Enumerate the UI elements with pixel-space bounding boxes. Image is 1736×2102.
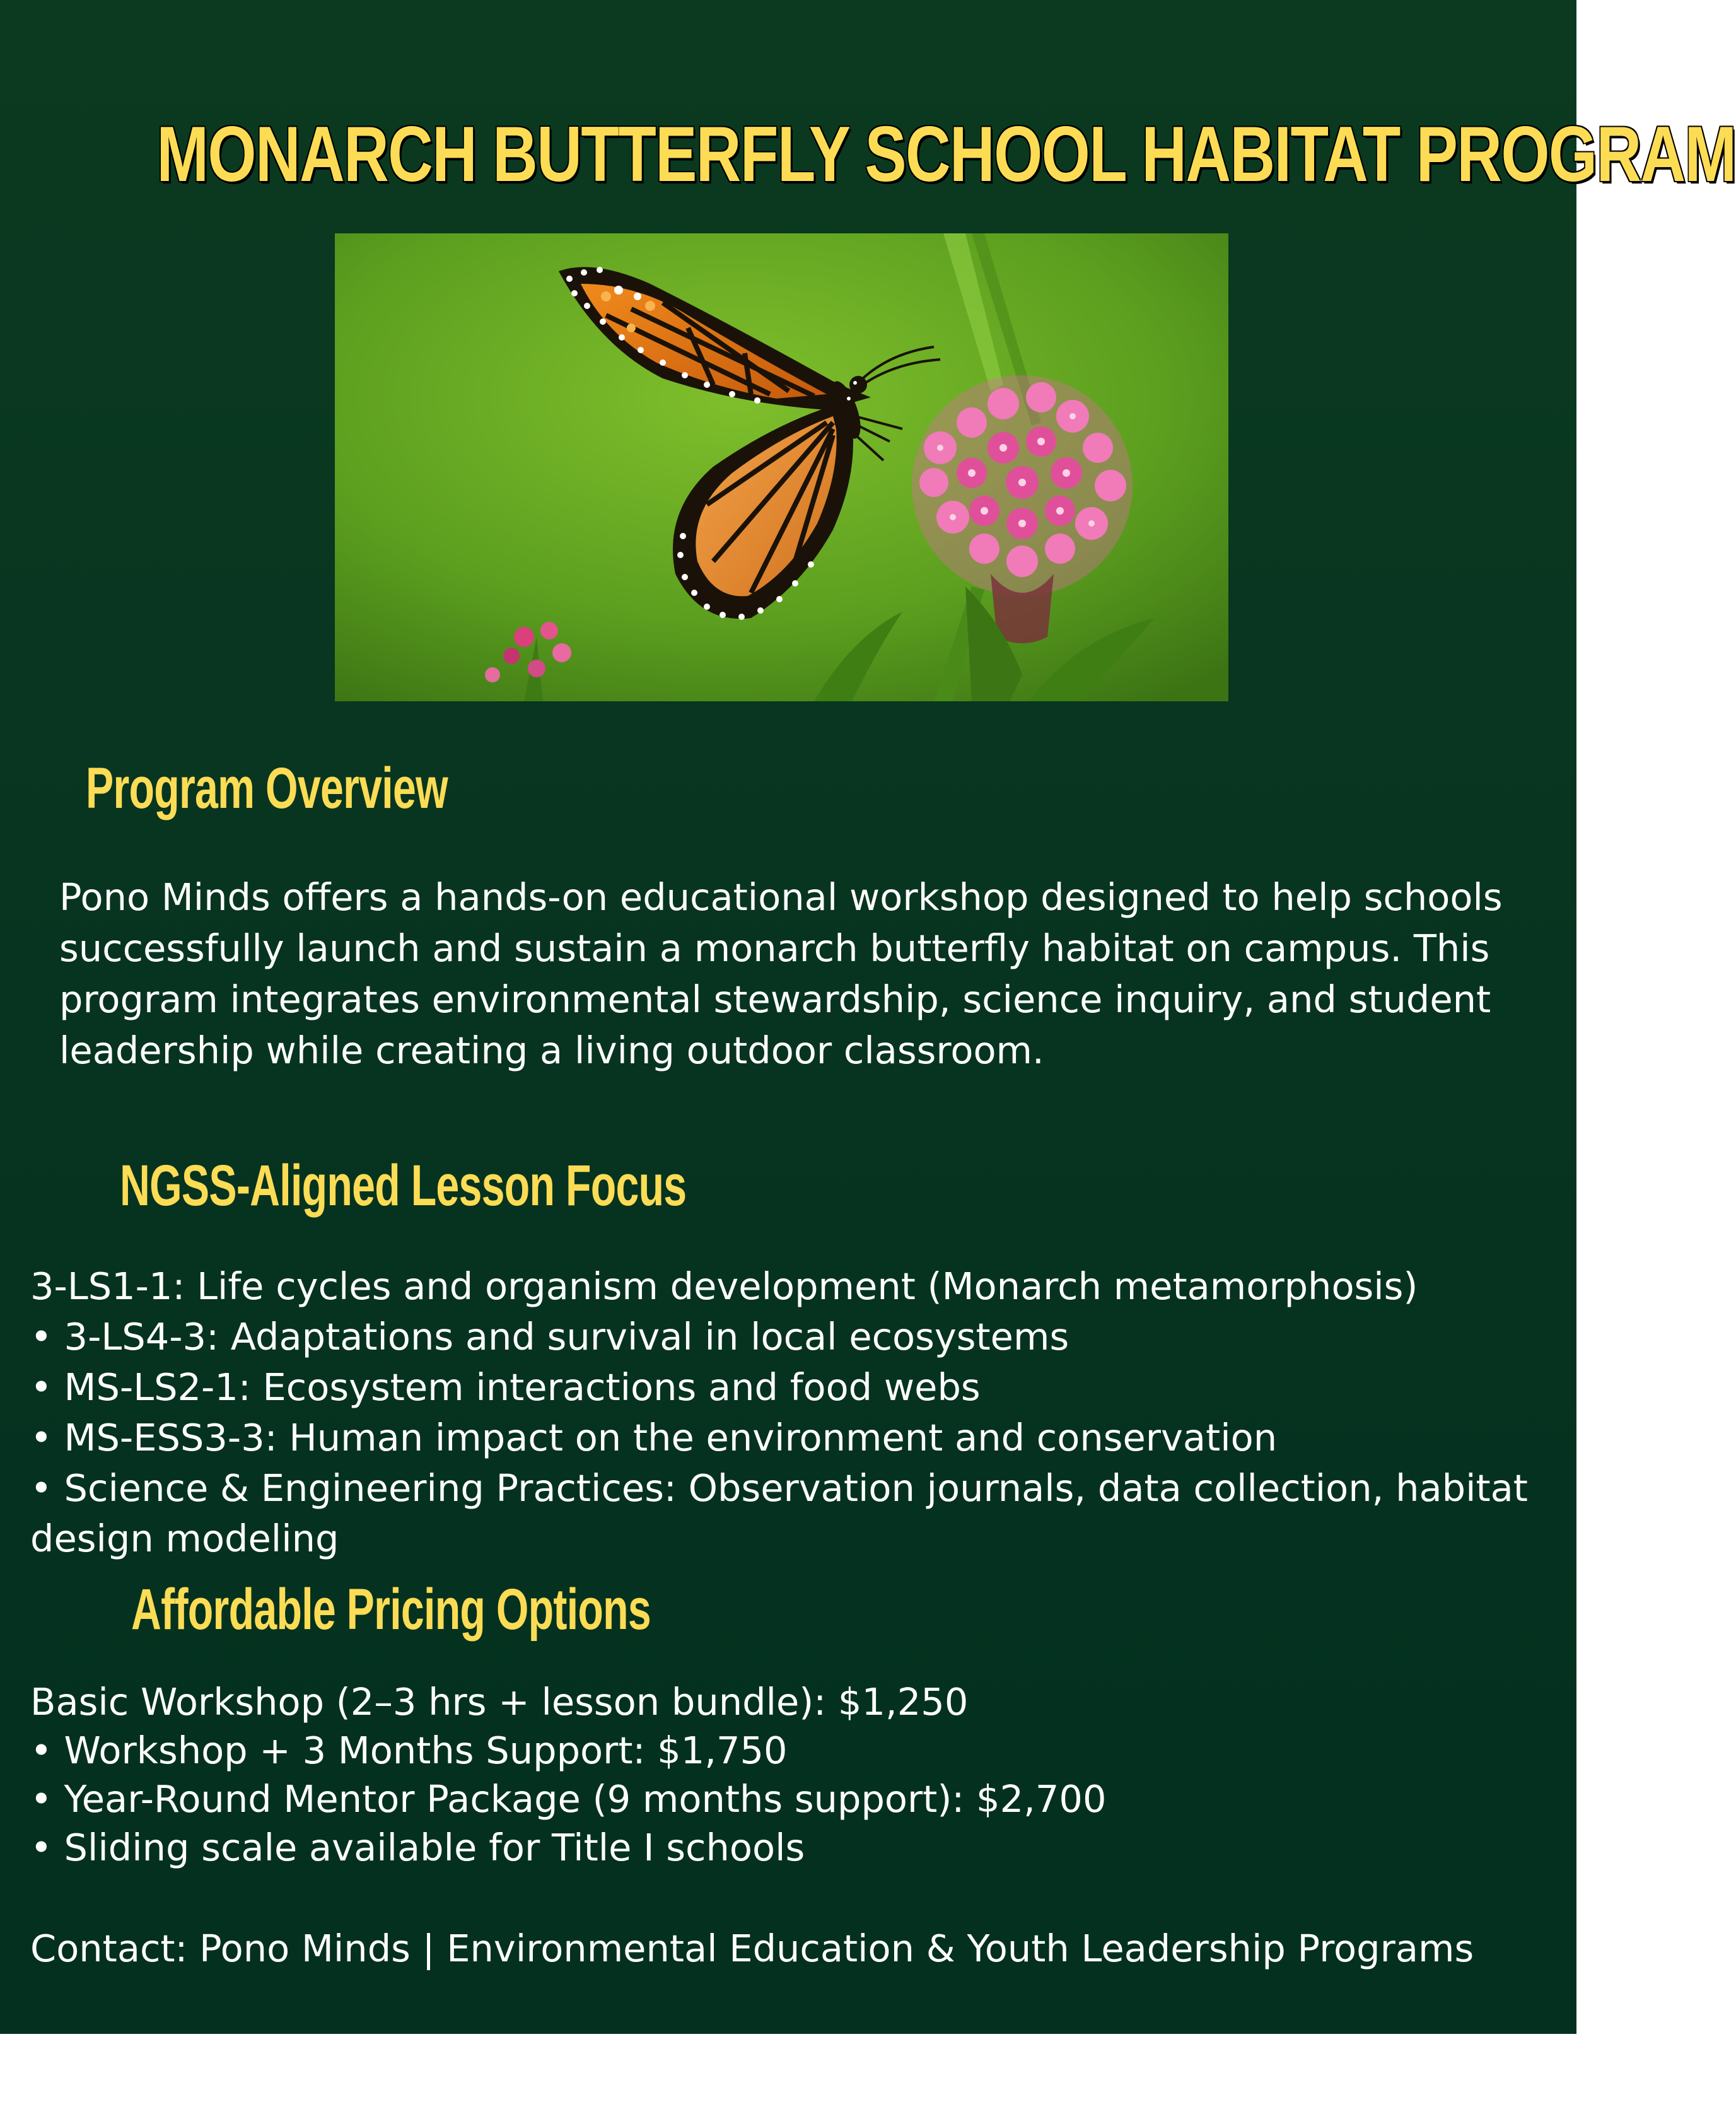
ngss-lesson-focus-heading: NGSS-Aligned Lesson Focus xyxy=(120,1153,687,1218)
list-item: Basic Workshop (2–3 hrs + lesson bundle): $1,250 xyxy=(30,1680,969,1724)
program-overview-heading: Program Overview xyxy=(86,756,448,820)
page-title: MONARCH BUTTERFLY SCHOOL HABITAT PROGRAM xyxy=(156,111,1736,198)
list-item: • MS-ESS3-3: Human impact on the environment and conservation xyxy=(30,1416,1278,1459)
program-overview-text: Pono Minds offers a hands-on educational workshop designed to help schools successfully launch and sustain a monarch butterfly habitat on campus. This program integrates environmental stewardship, science inquiry, and student leadership while creating a living outdoor classroom. xyxy=(59,875,1503,1072)
contact-line: Contact: Pono Minds | Environmental Education & Youth Leadership Programs xyxy=(30,1927,1474,1970)
list-item: • Science & Engineering Practices: Observation journals, data collection, habitat design modeling xyxy=(30,1466,1528,1560)
list-item: 3-LS1-1: Life cycles and organism development (Monarch metamorphosis) xyxy=(30,1264,1418,1308)
list-item: • MS-LS2-1: Ecosystem interactions and food webs xyxy=(30,1365,981,1409)
list-item: • Workshop + 3 Months Support: $1,750 xyxy=(30,1729,788,1772)
pricing-options-heading: Affordable Pricing Options xyxy=(131,1577,651,1642)
monarch-butterfly-photo xyxy=(335,233,1228,701)
list-item: • Sliding scale available for Title I schools xyxy=(30,1826,805,1869)
pricing-list xyxy=(30,1678,1556,1872)
ngss-standards-list xyxy=(30,1261,1556,1564)
list-item: • Year-Round Mentor Package (9 months support): $2,700 xyxy=(30,1777,1107,1821)
list-item: • 3-LS4-3: Adaptations and survival in local ecosystems xyxy=(30,1315,1069,1358)
